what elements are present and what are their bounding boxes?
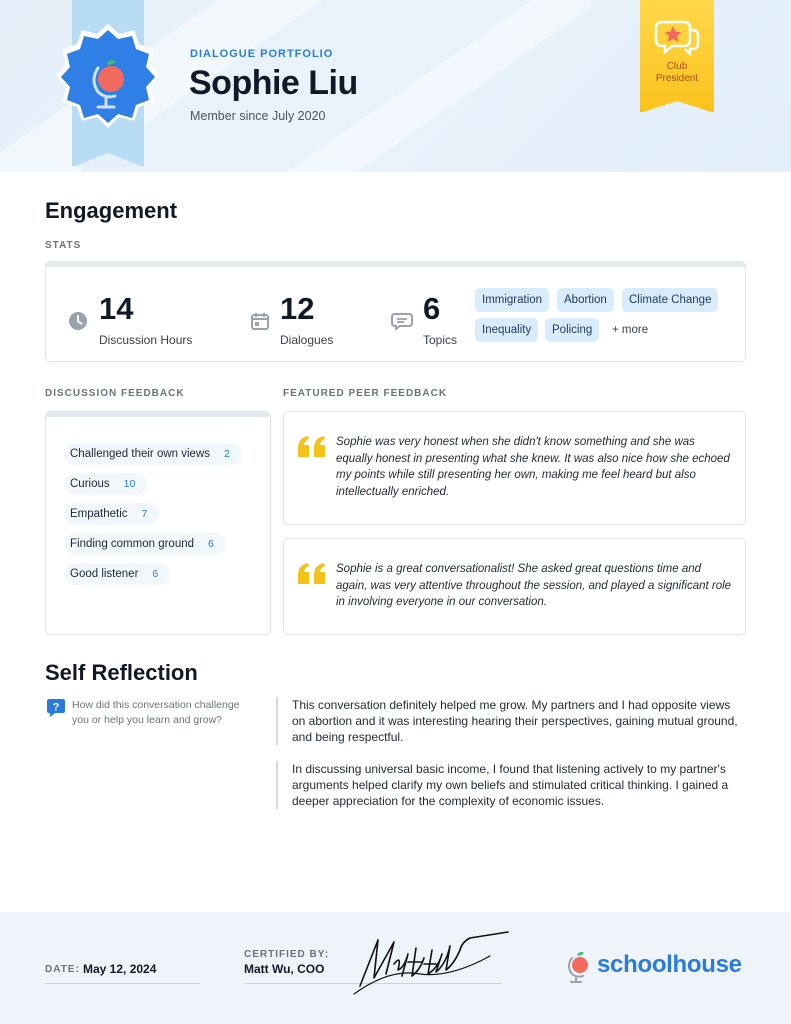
- discussion-feedback-label: DISCUSSION FEEDBACK: [45, 388, 185, 399]
- feedback-item: [64, 473, 147, 495]
- feedback-item-label: Finding common ground: [70, 538, 195, 550]
- reflection-answer: This conversation definitely helped me grow. My partners and I had opposite views on abortion and it was interesting hearing their perspectives, gaining mutual ground, and being respectful.: [276, 697, 746, 745]
- quote-icon: [296, 561, 328, 587]
- feedback-item-count: 7: [141, 508, 148, 520]
- stat-value: 6: [423, 291, 441, 326]
- peer-quote-text: Sophie is a great conversationalist! She asked great questions time and again, was very attentive throughout the session, and played a significant role in involving everyone in our conversation.: [336, 563, 732, 608]
- feedback-item: [64, 443, 242, 465]
- more-topics-link[interactable]: + more: [612, 324, 649, 336]
- stat-caption: Discussion Hours: [99, 333, 193, 347]
- date-value: May 12, 2024: [83, 962, 157, 976]
- discussion-feedback-card: [45, 411, 271, 635]
- pennant-line-1: Club: [666, 61, 688, 72]
- feedback-item-label: Good listener: [70, 568, 139, 580]
- topic-chip: Climate Change: [622, 288, 718, 312]
- calendar-icon: [250, 311, 270, 331]
- feedback-item-label: Challenged their own views: [70, 448, 210, 460]
- feedback-item-count: 6: [152, 568, 159, 580]
- speech-bubbles-star-icon: [654, 16, 700, 56]
- schoolhouse-badge-icon: [48, 20, 168, 140]
- question-bubble-icon: [46, 698, 66, 718]
- peer-feedback-card: [283, 538, 746, 635]
- peer-feedback-card: [283, 411, 746, 525]
- schoolhouse-wordmark: schoolhouse: [597, 951, 742, 978]
- feedback-item-label: Empathetic: [70, 508, 128, 520]
- stat-value: 14: [99, 291, 134, 326]
- peer-quote-text: Sophie was very honest when she didn't know something and she was equally honest in presenting what she knew. It was also nice how she echoed my points while still presenting her own, making me feel heard but also intellectually enriched.: [336, 436, 730, 498]
- topic-chip: Inequality: [475, 318, 538, 342]
- feedback-item-count: 6: [208, 538, 214, 550]
- portfolio-eyebrow: DIALOGUE PORTFOLIO: [190, 48, 334, 60]
- feedback-item: [64, 503, 159, 525]
- reflection-question: How did this conversation challenge you or help you learn and grow?: [72, 699, 240, 726]
- club-president-pennant: [640, 0, 714, 112]
- engagement-heading: Engagement: [45, 198, 178, 223]
- chat-icon: [391, 311, 413, 331]
- topic-chip: Abortion: [557, 288, 614, 312]
- feedback-item-count: 2: [224, 448, 230, 460]
- member-since: Member since July 2020: [190, 109, 326, 123]
- certified-by-value: Matt Wu, COO: [244, 962, 325, 976]
- topic-chip: Policing: [545, 318, 599, 342]
- clock-icon: [68, 311, 88, 331]
- date-underline: [45, 983, 200, 984]
- feedback-item: [64, 533, 226, 555]
- certified-by-label: CERTIFIED BY:: [244, 949, 330, 960]
- feedback-item: [64, 563, 170, 585]
- pennant-line-2: President: [655, 73, 699, 84]
- svg-text:?: ?: [52, 701, 60, 714]
- schoolhouse-logo-icon: [565, 949, 593, 983]
- quote-icon: [296, 434, 328, 460]
- feedback-item-label: Curious: [70, 478, 110, 490]
- peer-feedback-label: FEATURED PEER FEEDBACK: [283, 388, 448, 399]
- topic-chip: Immigration: [475, 288, 549, 312]
- reflection-answer: In discussing universal basic income, I found that listening actively to my partner's arguments helped clarify my own beliefs and stimulated critical thinking. I gained a deeper appreciation for the complexity of economic issues.: [276, 761, 746, 809]
- stats-label: STATS: [45, 240, 82, 251]
- stat-caption: Topics: [423, 333, 458, 347]
- stat-caption: Dialogues: [280, 333, 334, 347]
- pennant-text: [640, 61, 714, 85]
- feedback-item-count: 10: [123, 478, 136, 490]
- self-reflection-heading: Self Reflection: [45, 660, 198, 685]
- portfolio-header: [0, 0, 791, 172]
- stat-value: 12: [280, 291, 315, 326]
- member-name: Sophie Liu: [189, 64, 358, 102]
- signature-image: [350, 924, 515, 996]
- stats-card: [45, 261, 746, 362]
- date-label: DATE:: [45, 964, 80, 975]
